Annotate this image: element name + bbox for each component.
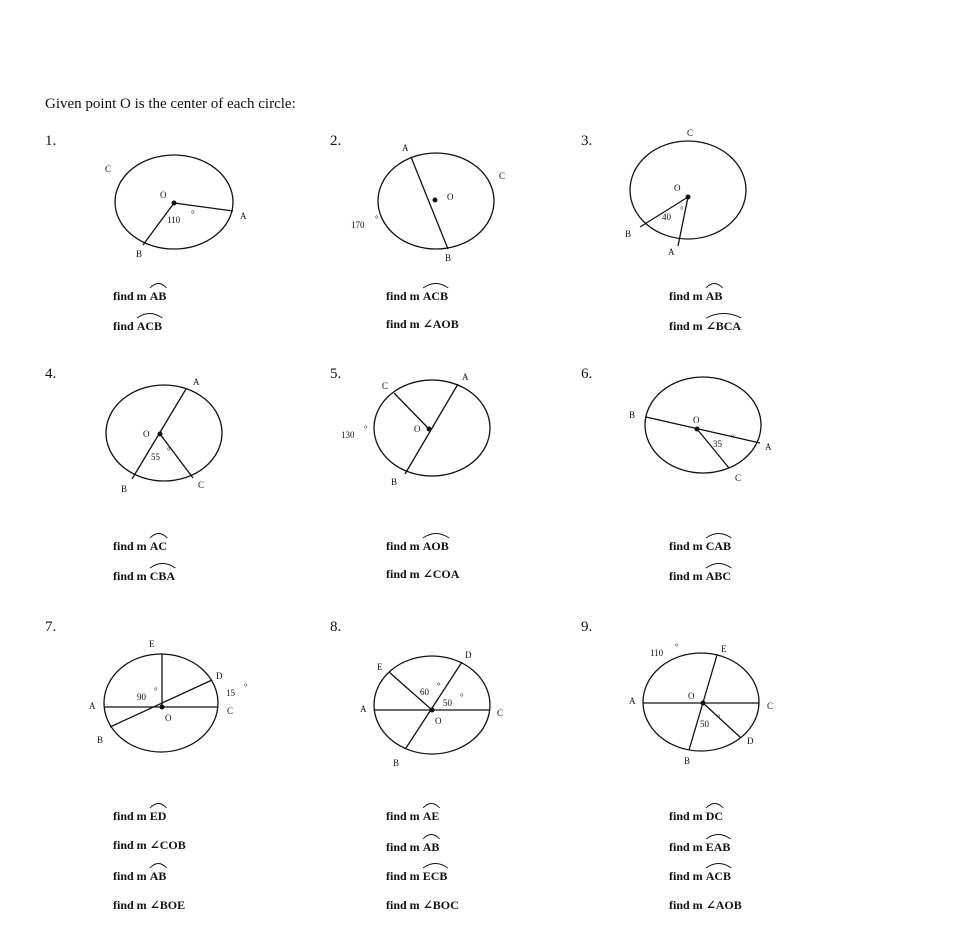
question-prefix: find m	[669, 869, 703, 883]
question-5a	[386, 537, 449, 554]
arc-symbol	[150, 801, 167, 809]
question-prefix: find m	[386, 869, 420, 883]
question-prefix: find m	[113, 838, 147, 852]
arc-name: ∠BCA	[705, 319, 742, 333]
question-6a	[669, 537, 731, 554]
question-9b	[669, 838, 730, 855]
label-O: O	[674, 183, 681, 193]
question-4b	[113, 567, 175, 584]
arc-symbol	[706, 561, 731, 569]
arc-notation	[706, 567, 731, 584]
question-prefix: find m	[669, 539, 703, 553]
question-prefix: find m	[386, 840, 420, 854]
question-prefix: find m	[386, 809, 420, 823]
degree-mark: °	[675, 642, 679, 652]
question-prefix: find m	[669, 319, 703, 333]
question-5b	[386, 567, 459, 582]
angle-name: ∠BOE	[149, 898, 186, 912]
question-prefix: find m	[113, 539, 147, 553]
question-8a	[386, 807, 439, 824]
label-E: E	[721, 644, 727, 654]
question-prefix: find m	[113, 569, 147, 583]
arc-notation	[423, 867, 448, 884]
question-prefix: find m	[386, 289, 420, 303]
angle-2-value: 50	[443, 698, 452, 708]
question-prefix: find m	[669, 809, 703, 823]
question-prefix: find m	[386, 539, 420, 553]
question-prefix: find m	[669, 898, 703, 912]
label-D: D	[216, 671, 223, 681]
question-8d	[386, 898, 459, 913]
label-A: A	[462, 372, 469, 382]
arc-symbol	[423, 832, 440, 840]
label-O: O	[435, 716, 442, 726]
arc-notation	[706, 838, 731, 855]
label-A: A	[402, 143, 409, 153]
arc-notation	[706, 807, 723, 824]
label-C: C	[687, 128, 694, 138]
degree-mark: °	[154, 686, 158, 696]
question-3b	[669, 317, 741, 334]
arc-name: ECB	[422, 869, 448, 883]
label-E: E	[149, 639, 155, 649]
question-prefix: find m	[386, 567, 420, 581]
question-9c	[669, 867, 731, 884]
arc-notation	[423, 537, 449, 554]
angle-value: 50	[700, 719, 709, 729]
label-O: O	[160, 190, 167, 200]
label-B: B	[97, 735, 104, 745]
label-B: B	[393, 758, 400, 768]
arc-notation	[706, 867, 731, 884]
label-A: A	[240, 211, 247, 221]
arc-symbol	[706, 801, 723, 809]
question-8b	[386, 838, 439, 855]
arc-notation	[150, 567, 175, 584]
degree-mark: °	[167, 446, 171, 456]
degree-mark: °	[731, 433, 735, 443]
label-O: O	[165, 713, 172, 723]
arc-symbol	[706, 531, 731, 539]
angle-name: ∠COA	[422, 567, 460, 581]
arc-name: AE	[422, 809, 440, 823]
angle-value: 110	[167, 215, 181, 225]
question-9d	[669, 898, 742, 913]
worksheet-heading: Given point O is the center of each circle:	[45, 96, 296, 112]
angle-1-value: 60	[420, 687, 429, 697]
angle-name: ∠AOB	[422, 317, 459, 331]
question-2a	[386, 287, 448, 304]
question-prefix: find m	[113, 289, 147, 303]
arc-name: EAB	[705, 840, 731, 854]
problem-8-number: 8.	[330, 619, 342, 635]
question-1b	[113, 317, 162, 334]
arc-name: ACB	[422, 289, 449, 303]
arc-name: ACB	[705, 869, 732, 883]
label-C: C	[382, 381, 389, 391]
arc-symbol	[706, 832, 731, 840]
arc-name: AB	[149, 289, 167, 303]
label-C: C	[767, 701, 774, 711]
arc-name: ABC	[705, 569, 732, 583]
problem-1-number: 1.	[45, 133, 57, 149]
arc-notation	[137, 317, 162, 334]
question-3a	[669, 287, 722, 304]
degree-mark: °	[437, 681, 441, 691]
label-O: O	[414, 424, 421, 434]
arc-name: ACB	[136, 319, 163, 333]
question-4a	[113, 537, 167, 554]
question-6b	[669, 567, 731, 584]
problem-9-number: 9.	[581, 619, 593, 635]
arc-symbol	[423, 281, 448, 289]
arc-name: CBA	[149, 569, 176, 583]
label-A: A	[765, 442, 772, 452]
arc-symbol	[706, 311, 741, 319]
arc-notation	[423, 807, 440, 824]
label-B: B	[121, 484, 128, 494]
label-A: A	[629, 696, 636, 706]
arc-value: 15	[226, 688, 235, 698]
degree-mark: °	[364, 424, 368, 434]
label-D: D	[747, 736, 754, 746]
question-1a	[113, 287, 166, 304]
label-O: O	[688, 691, 695, 701]
question-prefix: find m	[669, 840, 703, 854]
arc-symbol	[423, 531, 449, 539]
angle-name: ∠COB	[149, 838, 186, 852]
question-7c	[113, 867, 166, 884]
question-7d	[113, 898, 185, 913]
arc-notation	[423, 287, 448, 304]
question-prefix: find m	[386, 317, 420, 331]
angle-value: 55	[151, 452, 160, 462]
arc-symbol	[423, 801, 440, 809]
degree-mark: °	[460, 692, 464, 702]
arc-notation	[150, 867, 167, 884]
angle-value: 35	[713, 439, 722, 449]
degree-mark: °	[680, 205, 684, 215]
label-D: D	[465, 650, 472, 660]
label-E: E	[377, 662, 383, 672]
label-A: A	[668, 247, 675, 257]
arc-name: AB	[422, 840, 440, 854]
problem-6-number: 6.	[581, 366, 593, 382]
arc-symbol	[423, 861, 448, 869]
label-O: O	[693, 415, 700, 425]
arc-symbol	[150, 281, 167, 289]
arc-symbol	[706, 281, 723, 289]
label-C: C	[735, 473, 742, 483]
angle-value: 40	[662, 212, 671, 222]
arc-notation	[706, 287, 723, 304]
arc-notation	[423, 838, 440, 855]
arc-name: AB	[705, 289, 723, 303]
arc-value: 130	[341, 430, 355, 440]
arc-symbol	[706, 861, 731, 869]
label-O: O	[447, 192, 454, 202]
problem-3-number: 3.	[581, 133, 593, 149]
label-O: O	[143, 429, 150, 439]
question-prefix: find m	[669, 289, 703, 303]
question-prefix: find m	[386, 898, 420, 912]
arc-name: ED	[149, 809, 167, 823]
question-prefix: find m	[113, 869, 147, 883]
label-B: B	[391, 477, 398, 487]
angle-name: ∠AOB	[705, 898, 742, 912]
label-B: B	[684, 756, 691, 766]
question-prefix: find m	[669, 569, 703, 583]
label-C: C	[497, 708, 504, 718]
problem-4-number: 4.	[45, 366, 57, 382]
label-C: C	[499, 171, 506, 181]
arc-symbol	[150, 861, 167, 869]
label-A: A	[193, 377, 200, 387]
degree-mark: °	[375, 214, 379, 224]
label-C: C	[105, 164, 112, 174]
label-A: A	[89, 701, 96, 711]
label-B: B	[629, 410, 636, 420]
degree-mark: °	[244, 682, 248, 692]
angle-value: 90	[137, 692, 146, 702]
angle-name: ∠BOC	[422, 898, 459, 912]
arc-notation	[150, 287, 167, 304]
label-C: C	[227, 706, 234, 716]
label-B: B	[625, 229, 632, 239]
degree-mark: °	[191, 209, 195, 219]
question-7b	[113, 838, 186, 853]
question-prefix: find m	[113, 898, 147, 912]
question-8c	[386, 867, 447, 884]
problem-2-number: 2.	[330, 133, 342, 149]
question-2b	[386, 317, 459, 332]
question-prefix: find m	[113, 809, 147, 823]
arc-symbol	[137, 311, 162, 319]
label-C: C	[198, 480, 205, 490]
arc-symbol	[150, 531, 167, 539]
problem-7-number: 7.	[45, 619, 57, 635]
arc-name: AOB	[422, 539, 449, 553]
arc-symbol	[150, 561, 175, 569]
label-B: B	[136, 249, 143, 259]
arc-value: 110	[650, 648, 664, 658]
arc-value: 170	[351, 220, 365, 230]
degree-mark: °	[717, 713, 721, 723]
arc-notation	[150, 807, 167, 824]
question-9a	[669, 807, 723, 824]
arc-name: DC	[705, 809, 724, 823]
arc-name: AC	[149, 539, 168, 553]
question-prefix: find	[113, 319, 134, 333]
question-7a	[113, 807, 166, 824]
label-B: B	[445, 253, 452, 263]
center-point	[701, 701, 706, 706]
arc-name: AB	[149, 869, 167, 883]
arc-name: CAB	[705, 539, 732, 553]
arc-notation	[150, 537, 167, 554]
label-A: A	[360, 704, 367, 714]
problem-5-number: 5.	[330, 366, 342, 382]
arc-notation	[706, 317, 741, 334]
arc-notation	[706, 537, 731, 554]
